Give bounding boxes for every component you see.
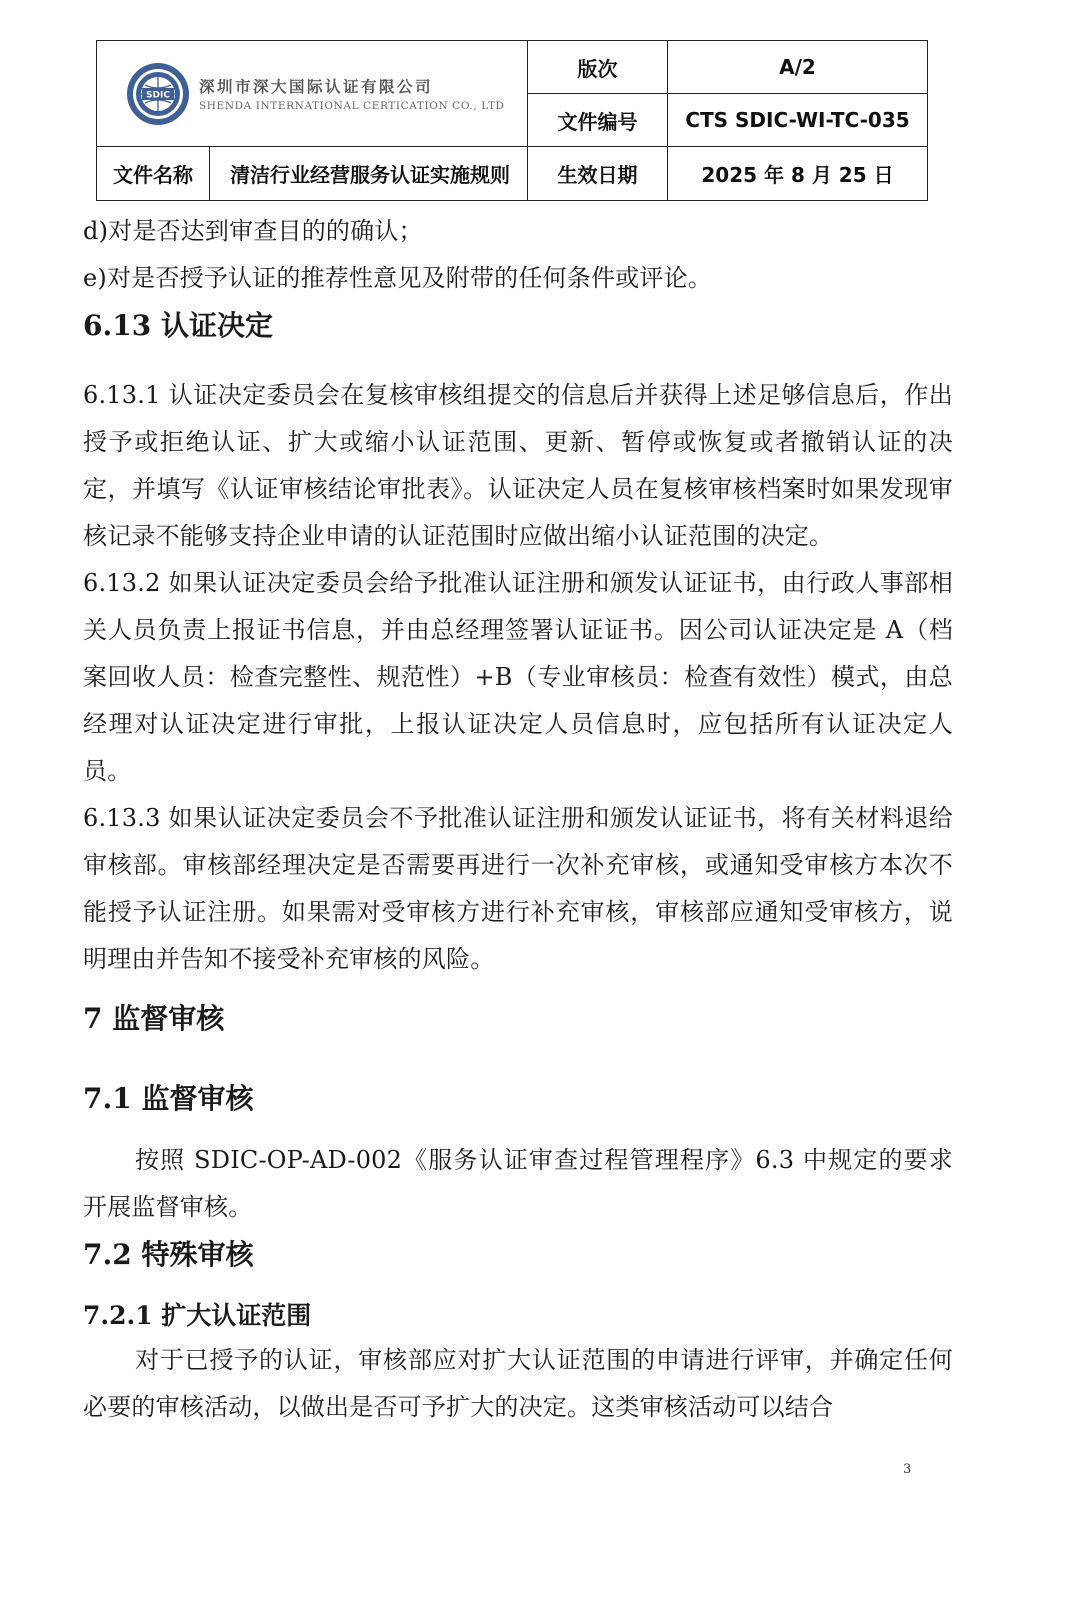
- doc-number-value: CTS SDIC-WI-TC-035: [668, 94, 928, 147]
- edition-label: 版次: [528, 41, 668, 94]
- company-name-cn: 深圳市深大国际认证有限公司: [199, 77, 434, 96]
- paragraph-7-1: 按照 SDIC-OP-AD-002《服务认证审查过程管理程序》6.3 中规定的要求开展监督审核。: [83, 1146, 953, 1221]
- edition-value: A/2: [668, 41, 928, 94]
- list-item-e: e)对是否授予认证的推荐性意见及附带的任何条件或评论。: [83, 264, 712, 292]
- document-header-table: [96, 40, 928, 201]
- page-number: 3: [903, 1462, 912, 1477]
- list-item-d: d)对是否达到审查目的的确认；: [83, 217, 423, 245]
- doc-number-label: 文件编号: [528, 94, 668, 147]
- effective-date-label: 生效日期: [528, 147, 668, 201]
- doc-name-label: 文件名称: [97, 147, 210, 201]
- paragraph-6-13-1: 6.13.1 认证决定委员会在复核审核组提交的信息后并获得上述足够信息后，作出授予或拒绝认证、扩大或缩小认证范围、更新、暂停或恢复或者撤销认证的决定，并填写《认证审核结论审批表》。认证决定人员在复核审核档案时如果发现审核记录不能够支持企业申请的认证范围时应做出缩小认证范围的决定。: [83, 381, 953, 550]
- company-logo-cell: [97, 41, 528, 147]
- heading-7-2: 7.2 特殊审核: [83, 1238, 254, 1271]
- paragraph-6-13-3: 6.13.3 如果认证决定委员会不予批准认证注册和颁发认证证书，将有关材料退给审核部。审核部经理决定是否需要再进行一次补充审核，或通知受审核方本次不能授予认证注册。如果需对受审核方进行补充审核，审核部应通知受审核方，说明理由并告知不接受补充审核的风险。: [83, 804, 953, 973]
- doc-name-value: 清洁行业经营服务认证实施规则: [210, 147, 528, 201]
- effective-date-value: 2025 年 8 月 25 日: [668, 147, 928, 201]
- heading-7-2-1: 7.2.1 扩大认证范围: [83, 1301, 312, 1330]
- heading-7: 7 监督审核: [83, 1002, 225, 1035]
- paragraph-7-2-1: 对于已授予的认证，审核部应对扩大认证范围的申请进行评审，并确定任何必要的审核活动，以做出是否可予扩大的决定。这类审核活动可以结合: [83, 1346, 953, 1421]
- company-seal-logo-icon: [125, 61, 191, 127]
- heading-7-1: 7.1 监督审核: [83, 1082, 254, 1115]
- svg-text:SDIC: SDIC: [146, 90, 170, 100]
- document-body: [83, 208, 953, 1431]
- paragraph-6-13-2: 6.13.2 如果认证决定委员会给予批准认证注册和颁发认证证书，由行政人事部相关人员负责上报证书信息，并由总经理签署认证证书。因公司认证决定是 A（档案回收人员：检查完整性、规范性）+B（专业审核员：检查有效性）模式，由总经理对认证决定进行审批，上报认证决定人员信息时，应包括所有认证决定人员。: [83, 569, 953, 785]
- heading-6-13: 6.13 认证决定: [83, 309, 273, 342]
- company-name-en: SHENDA INTERNATIONAL CERTICATION CO., LTD: [199, 100, 505, 112]
